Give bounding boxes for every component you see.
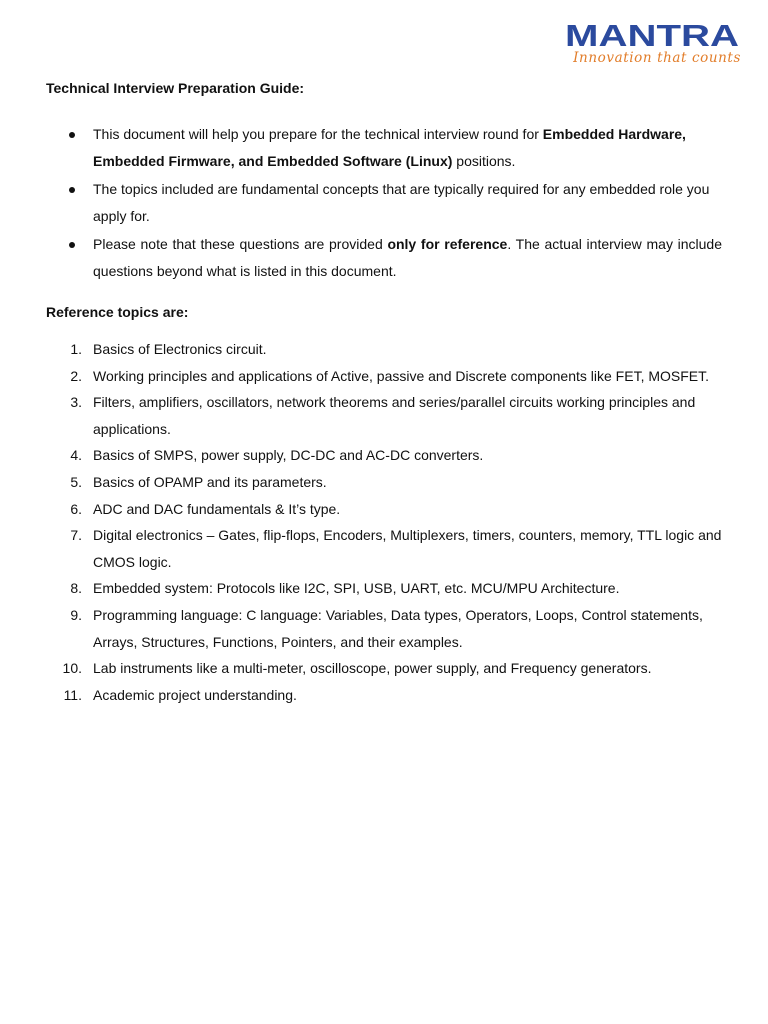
topic-item [46,336,722,363]
bullet-dot-icon [69,132,75,138]
topic-text: Working principles and applications of Active, passive and Discrete components like FET, MOSFET. [93,367,710,384]
topic-text: Basics of SMPS, power supply, DC-DC and AC-DC converters. [93,447,484,464]
topic-number: 5. [70,473,82,490]
bullet-text: The topics included are fundamental concepts that are typically required for any embedded role you apply for. [93,181,710,224]
topic-item [46,469,722,496]
bullet-text: This document will help you prepare for the technical interview round for [93,126,543,142]
reference-topics-heading: Reference topics are: [46,304,189,320]
topic-number: 3. [70,394,82,411]
topic-item [46,655,722,682]
topic-item [46,496,722,523]
bullet-emphasis: Embedded Hardware, Embedded Firmware, and Embedded Software (Linux) [93,126,686,169]
topic-item [46,389,722,442]
topic-text: Programming language: C language: Variables, Data types, Operators, Loops, Control statements, Arrays, Structures, Functions, Pointers, and their examples. [93,606,703,650]
intro-bullet [46,231,722,285]
reference-topics-list [46,336,722,708]
topic-text: Basics of OPAMP and its parameters. [93,473,327,490]
topic-text: Filters, amplifiers, oscillators, network theorems and series/parallel circuits working principles and applications. [93,394,696,437]
topic-item [46,442,722,469]
bullet-dot-icon [69,187,75,193]
bullet-text-end: . The actual interview may include questions beyond what is listed in this document. [93,236,723,279]
intro-bullet [46,121,722,175]
topic-number: 9. [70,606,82,623]
topic-text: ADC and DAC fundamentals & It’s type. [93,500,341,517]
topic-item [46,682,722,709]
topic-text: Embedded system: Protocols like I2C, SPI, USB, UART, etc. MCU/MPU Architecture. [93,580,620,597]
topic-text: Lab instruments like a multi-meter, oscilloscope, power supply, and Frequency generators. [93,660,652,677]
topic-number: 6. [70,500,82,517]
bullet-emphasis: only for reference [387,236,508,252]
topic-number: 8. [70,580,82,597]
bullet-text: Please note that these questions are provided [93,236,388,252]
topic-text: Digital electronics – Gates, flip-flops, Encoders, Multiplexers, timers, counters, memory, TTL logic and CMOS logic. [93,527,722,570]
topic-number: 2. [70,367,82,384]
topic-item [46,602,722,655]
topic-number: 11. [63,686,82,703]
page-title: Technical Interview Preparation Guide: [46,80,305,96]
topic-number: 4. [70,447,82,464]
bullet-dot-icon [69,242,75,248]
bullet-text-end: positions. [452,153,516,169]
topic-item [46,522,722,575]
topic-number: 1. [70,341,82,357]
logo-tagline: Innovation that counts [573,50,741,66]
topic-number: 7. [70,527,82,544]
topic-item [46,575,722,602]
topic-item [46,363,722,390]
mantra-logo [565,20,741,66]
intro-bullet [46,176,722,230]
topic-number: 10. [62,660,82,677]
mantra-wordmark [565,20,739,48]
logo-wordmark-text: MANTRA [565,20,739,48]
intro-bullet-list [46,121,722,286]
topic-text: Academic project understanding. [93,686,297,703]
topic-text: Basics of Electronics circuit. [93,341,267,357]
